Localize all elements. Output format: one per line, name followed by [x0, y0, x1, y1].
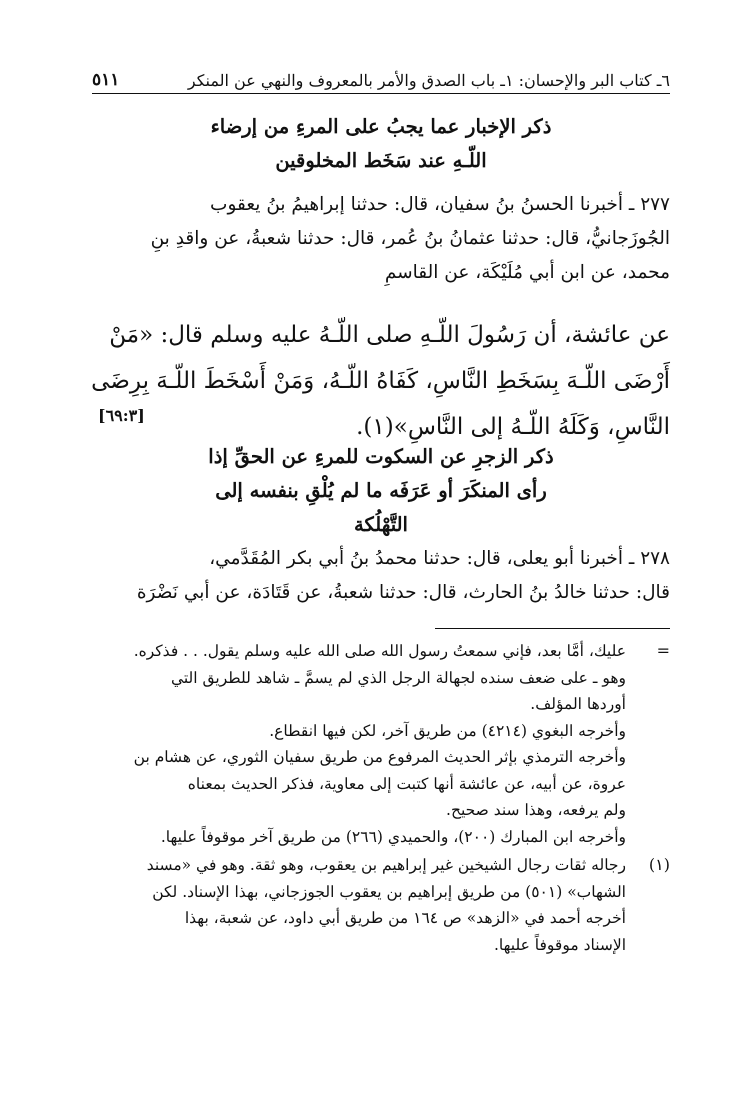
text-line: عن عائشة، أن رَسُولَ اللّـهِ صلى اللّـهُ عليه وسلم قال: «مَنْ [109, 322, 670, 348]
footnote-separator [435, 628, 670, 629]
heading-line: ذكر الإخبار عما يجبُ على المرءِ من إرضاء [210, 115, 552, 138]
footnotes [92, 638, 670, 958]
hadith-277-matn [90, 312, 670, 450]
chapter-heading-2 [92, 440, 670, 542]
footnote-continued [92, 638, 670, 850]
text-line: الجُوزَجانيُّ، قال: حدثنا عثمانُ بنُ عُمر، قال: حدثنا شعبةُ، عن واقدِ بنِ [150, 228, 670, 249]
footnote-line: وأخرجه الترمذي بإثر الحديث المرفوع من طريق سفيان الثوري، عن هشام بن [133, 748, 626, 766]
footnote-line: الشهاب» (٥٠١) من طريق إبراهيم بن يعقوب الجوزجاني، بهذا الإسناد. لكن [152, 882, 626, 901]
footnote-line: عليك، أمَّا بعد، فإني سمعتُ رسول الله صلى الله عليه وسلم يقول. . . فذكره. [133, 642, 626, 660]
page-number: ٥١١ [92, 70, 120, 90]
footnote-line: وأخرجه البغوي (٤٢١٤) من طريق آخر، لكن فيها انقطاع. [269, 721, 626, 740]
chapter-heading-1 [92, 110, 670, 178]
continuation-marker: = [656, 641, 670, 660]
footnote-line: وأخرجه ابن المبارك (٢٠٠)، والحميدي (٢٦٦) من طريق آخر موقوفاً عليها. [160, 827, 626, 846]
text-line: قال: حدثنا خالدُ بنُ الحارث، قال: حدثنا شعبةُ، عن قَتَادَة، عن أبي نَضْرَة [136, 582, 670, 603]
footnote-line: أوردها المؤلف. [530, 695, 626, 713]
text-line: النَّاسِ، وَكَلَهُ اللّـهُ إلى النَّاسِ»(١). [356, 414, 670, 440]
footnote-line: عروة، عن أبيه، عن عائشة أنها كتبت إلى معاوية، فذكر الحديث بمعناه [187, 774, 626, 793]
volume-page-reference: [٦٩:٣] [98, 406, 145, 425]
text-line: أَرْضَى اللّـهَ بِسَخَطِ النَّاسِ، كَفَاهُ اللّـهُ، وَمَنْ أَسْخَطَ اللّـهَ بِرِضَى [91, 368, 670, 394]
running-header [92, 60, 670, 94]
footnote-number: (١) [648, 855, 670, 874]
footnote-1 [92, 852, 670, 958]
footnote-line: وهو ـ على ضعف سنده لجهالة الرجل الذي لم يسمَّ ـ شاهد للطريق التي [170, 668, 626, 687]
heading-line: ذكر الزجرِ عن السكوت للمرءِ عن الحقِّ إذا [208, 445, 554, 468]
footnote-line: الإسناد موقوفاً عليها. [494, 935, 626, 954]
text-line: ٢٧٨ ـ أخبرنا أبو يعلى، قال: حدثنا محمدُ بنُ أبي بكر المُقَدَّمي، [209, 548, 670, 569]
heading-line: اللّـهِ عند سَخَط المخلوقين [275, 149, 487, 172]
hadith-278-isnad [88, 542, 670, 610]
hadith-277-isnad [88, 188, 670, 290]
footnote-line: رجاله ثقات رجال الشيخين غير إبراهيم بن يعقوب، وهو ثقة. وهو في «مسند [146, 856, 626, 874]
heading-line: التَّهْلُكة [354, 513, 408, 536]
running-title: ٦ـ كتاب البر والإحسان: ١ـ باب الصدق والأمر بالمعروف والنهي عن المنكر [187, 71, 670, 90]
footnote-line: ولم يرفعه، وهذا سند صحيح. [446, 801, 626, 819]
text-line: ٢٧٧ ـ أخبرنا الحسنُ بنُ سفيان، قال: حدثنا إبراهيمُ بنُ يعقوب [210, 194, 670, 215]
footnote-line: أخرجه أحمد في «الزهد» ص ١٦٤ من طريق أبي داود، عن شعبة، بهذا [184, 909, 626, 927]
heading-line: رأى المنكَرَ أو عَرَفَه ما لم يُلْقِ بنفسه إلى [215, 479, 547, 502]
text-line: محمد، عن ابن أبي مُلَيْكَة، عن القاسمِ [384, 262, 670, 283]
